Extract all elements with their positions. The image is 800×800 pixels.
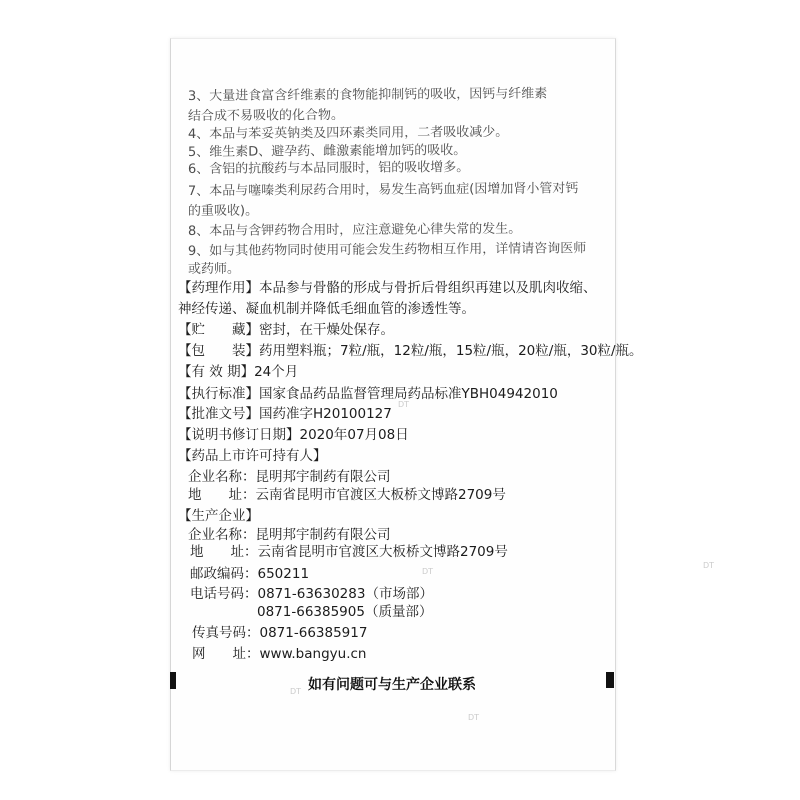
watermark-text: DT — [468, 713, 480, 722]
mah-address — [188, 487, 506, 504]
section-label: 【药理作用】 — [178, 280, 259, 296]
section-label: 【有 效 期】 — [178, 364, 255, 380]
section-value: 国家食品药品监督管理局药品标准YBH04942010 — [259, 386, 558, 402]
interaction-line-5: 5、维生素D、避孕药、雌激素能增加钙的吸收。 — [187, 143, 467, 160]
interaction-line-8: 8、本品与含钾药物合用时，应注意避免心律失常的发生。 — [187, 221, 522, 239]
package-section — [178, 343, 643, 360]
manufacturer-heading: 【生产企业】 — [178, 508, 259, 524]
manufacturer-fax — [192, 625, 367, 642]
interaction-line-7: 7、本品与噻嗪类利尿药合用时，易发生高钙血症(因增加肾小管对钙 — [187, 181, 579, 199]
field-label: 地 址： — [188, 487, 256, 503]
field-label: 网 址： — [192, 646, 260, 662]
field-value: 云南省昆明市官渡区大板桥文博路2709号 — [255, 487, 506, 503]
mah-heading: 【药品上市许可持有人】 — [178, 448, 327, 464]
pharmacology-section — [178, 280, 597, 297]
section-value: 药用塑料瓶；7粒/瓶，12粒/瓶，15粒/瓶，20粒/瓶，30粒/瓶。 — [259, 343, 643, 359]
field-value: 0871-66385917 — [259, 625, 368, 641]
watermark-text: DT — [398, 400, 410, 409]
manufacturer-company-name — [188, 527, 391, 544]
interaction-line-3-cont: 结合成不易吸收的化合物。 — [187, 107, 345, 124]
registration-mark-right — [606, 672, 614, 688]
section-value: 国药准字H20100127 — [259, 406, 392, 422]
storage-section — [178, 322, 394, 339]
field-value: www.bangyu.cn — [259, 646, 367, 662]
mah-company-name — [188, 469, 391, 486]
field-label: 地 址： — [190, 544, 258, 560]
approval-section — [178, 406, 392, 423]
manufacturer-phone — [190, 586, 433, 603]
interaction-line-3: 3、大量进食富含纤维素的食物能抑制钙的吸收，因钙与纤维素 — [187, 86, 548, 104]
section-label: 【说明书修订日期】 — [178, 427, 300, 443]
field-label: 电话号码： — [190, 586, 258, 602]
section-label: 【包 装】 — [178, 343, 259, 359]
interaction-line-4: 4、本品与苯妥英钠类及四环素类同用，二者吸收减少。 — [187, 124, 509, 142]
manufacturer-address — [190, 544, 508, 561]
field-value: 昆明邦宇制药有限公司 — [255, 469, 391, 485]
field-value: 云南省昆明市官渡区大板桥文博路2709号 — [257, 544, 508, 560]
shelf-life-section — [178, 364, 298, 381]
field-label: 传真号码： — [192, 625, 260, 641]
section-value: 2020年07月08日 — [299, 427, 409, 443]
section-value: 本品参与骨骼的形成与骨折后骨组织再建以及肌肉收缩、 — [259, 280, 597, 296]
revision-date-section — [178, 427, 409, 444]
interaction-line-7-cont: 的重吸收)。 — [187, 203, 259, 219]
field-label: 企业名称： — [188, 527, 256, 543]
field-value: 0871-63630283（市场部） — [257, 586, 433, 602]
registration-mark-left — [170, 672, 176, 689]
field-value: 650211 — [257, 566, 310, 582]
manufacturer-postcode — [190, 566, 309, 583]
interaction-line-6: 6、含铝的抗酸药与本品同服时，铝的吸收增多。 — [187, 160, 470, 177]
watermark-text: DT — [290, 687, 302, 696]
manufacturer-website — [192, 646, 366, 663]
section-label: 【批准文号】 — [178, 406, 259, 422]
pharmacology-section-cont: 神经传递、凝血机制并降低毛细血管的渗透性等。 — [178, 301, 475, 317]
field-label: 邮政编码： — [190, 566, 258, 582]
watermark-text: DT — [422, 567, 434, 576]
section-value: 24个月 — [254, 364, 299, 380]
field-value: 昆明邦宇制药有限公司 — [255, 527, 391, 543]
interaction-line-9-cont: 或药师。 — [187, 261, 241, 277]
interaction-line-9: 9、如与其他药物同时使用可能会发生药物相互作用，详情请咨询医师 — [187, 241, 587, 259]
manufacturer-phone-2: 0871-66385905（质量部） — [257, 604, 433, 620]
standard-section — [178, 386, 558, 403]
field-label: 企业名称： — [188, 469, 256, 485]
contact-footer: 如有问题可与生产企业联系 — [308, 677, 476, 693]
section-label: 【贮 藏】 — [178, 322, 259, 338]
section-label: 【执行标准】 — [178, 386, 259, 402]
section-value: 密封，在干燥处保存。 — [259, 322, 394, 338]
watermark-text: DT — [703, 561, 715, 570]
